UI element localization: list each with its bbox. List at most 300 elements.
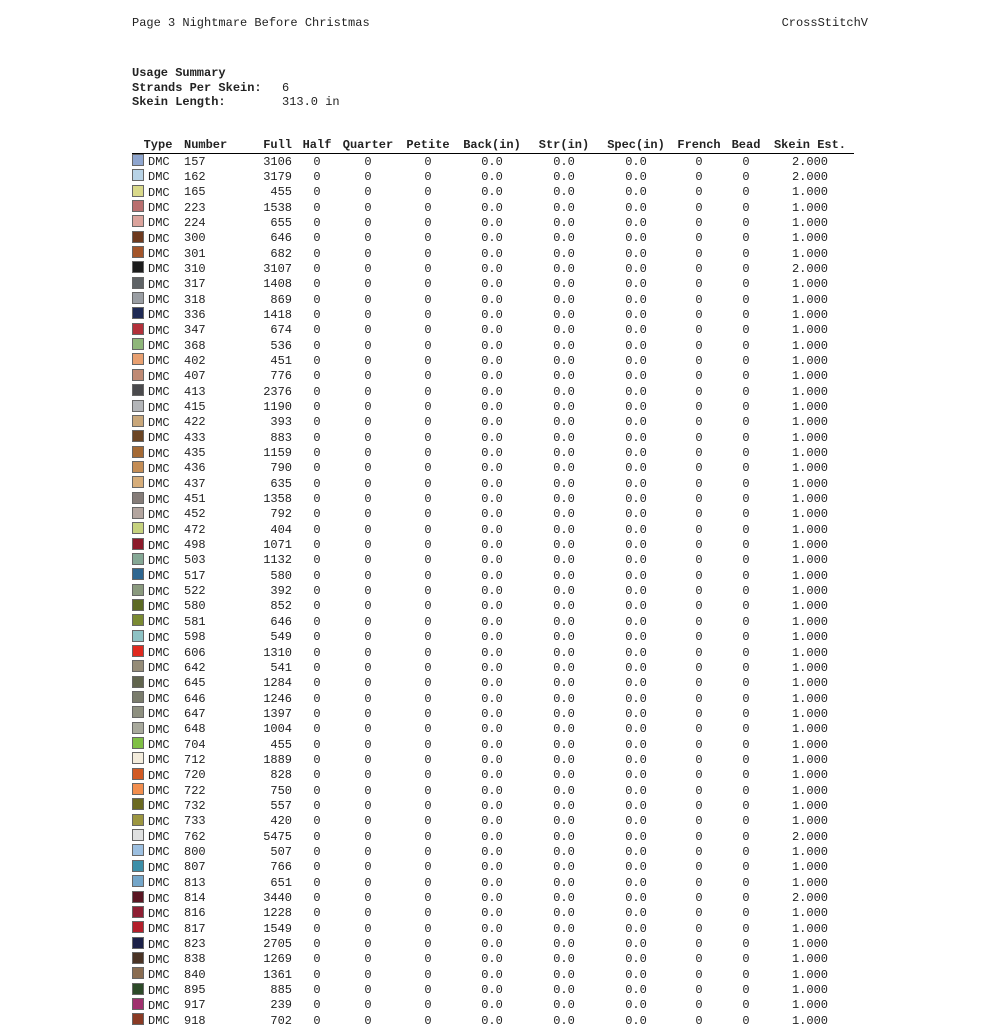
row-skein-est bbox=[766, 384, 854, 399]
row-skein-est bbox=[766, 369, 854, 384]
row-back-value: 0.0 bbox=[481, 676, 503, 691]
row-french-value: 0 bbox=[695, 891, 703, 905]
row-number bbox=[184, 937, 244, 952]
row-petite bbox=[400, 553, 456, 568]
row-full-value: 541 bbox=[270, 660, 292, 675]
row-half bbox=[298, 706, 336, 721]
row-type-value: DMC bbox=[148, 461, 170, 476]
row-bead bbox=[726, 584, 766, 599]
row-number bbox=[184, 814, 244, 829]
row-half-value: 0 bbox=[313, 446, 321, 461]
row-half-value: 0 bbox=[313, 215, 321, 230]
row-bead-value: 0 bbox=[742, 645, 750, 660]
col-str: Str(in) bbox=[528, 137, 600, 154]
row-petite-value: 0 bbox=[424, 630, 432, 645]
row-half bbox=[298, 676, 336, 691]
row-petite-value: 0 bbox=[424, 292, 432, 307]
row-half bbox=[298, 906, 336, 921]
row-str-value: 0.0 bbox=[553, 860, 575, 875]
row-skein-est-value: 1.000 bbox=[791, 400, 828, 414]
row-back-value: 0.0 bbox=[481, 660, 503, 675]
row-number bbox=[184, 676, 244, 691]
row-spec-value: 0.0 bbox=[625, 676, 647, 691]
row-quarter-value: 0 bbox=[364, 676, 372, 691]
row-spec-value: 0.0 bbox=[625, 967, 647, 982]
row-full-value: 828 bbox=[270, 768, 292, 783]
row-type-value: DMC bbox=[148, 845, 170, 860]
row-str bbox=[528, 814, 600, 829]
row-full bbox=[244, 415, 298, 430]
row-french-value: 0 bbox=[695, 645, 703, 660]
row-petite-value: 0 bbox=[424, 952, 432, 967]
row-petite bbox=[400, 430, 456, 445]
row-str-value: 0.0 bbox=[553, 353, 575, 368]
row-skein-est-value: 1.000 bbox=[791, 492, 828, 507]
row-back-value: 0.0 bbox=[481, 998, 503, 1013]
row-bead bbox=[726, 660, 766, 675]
row-french bbox=[672, 1013, 726, 1028]
row-number-value: 503 bbox=[184, 553, 206, 568]
row-number-value: 402 bbox=[184, 353, 206, 368]
row-back bbox=[456, 906, 528, 921]
row-skein-est-value: 1.000 bbox=[791, 676, 828, 691]
row-str bbox=[528, 952, 600, 967]
row-half-value: 0 bbox=[313, 231, 321, 246]
row-type-value: DMC bbox=[148, 738, 170, 753]
row-petite bbox=[400, 584, 456, 599]
row-bead-value: 0 bbox=[742, 384, 750, 399]
row-type bbox=[132, 522, 184, 537]
row-full bbox=[244, 737, 298, 752]
row-str-value: 0.0 bbox=[553, 599, 575, 614]
row-full-value: 883 bbox=[270, 430, 292, 445]
row-bead bbox=[726, 798, 766, 813]
row-spec-value: 0.0 bbox=[625, 246, 647, 261]
row-skein-est-value: 1.000 bbox=[791, 630, 828, 645]
row-bead-value: 0 bbox=[742, 983, 750, 998]
row-str-value: 0.0 bbox=[553, 921, 575, 936]
row-str-value: 0.0 bbox=[553, 691, 575, 706]
row-spec bbox=[600, 338, 672, 353]
row-number bbox=[184, 277, 244, 292]
row-back-value: 0.0 bbox=[481, 952, 503, 967]
color-swatch bbox=[132, 338, 144, 350]
color-swatch bbox=[132, 369, 144, 381]
row-type-value: DMC bbox=[148, 968, 170, 983]
row-back-value: 0.0 bbox=[481, 906, 503, 921]
row-str bbox=[528, 599, 600, 614]
row-number bbox=[184, 798, 244, 813]
row-number-value: 452 bbox=[184, 507, 206, 522]
row-skein-est bbox=[766, 906, 854, 921]
row-back bbox=[456, 630, 528, 645]
row-french-value: 0 bbox=[695, 415, 703, 430]
row-back-value: 0.0 bbox=[481, 538, 503, 553]
row-half bbox=[298, 277, 336, 292]
row-back-value: 0.0 bbox=[481, 921, 503, 936]
row-full-value: 776 bbox=[270, 369, 292, 384]
row-number bbox=[184, 461, 244, 476]
row-str bbox=[528, 860, 600, 875]
row-skein-est-value: 1.000 bbox=[791, 522, 828, 537]
row-back bbox=[456, 261, 528, 276]
row-str-value: 0.0 bbox=[553, 415, 575, 430]
row-str bbox=[528, 553, 600, 568]
row-skein-est bbox=[766, 645, 854, 660]
row-back-value: 0.0 bbox=[481, 446, 503, 461]
row-str bbox=[528, 798, 600, 813]
row-half bbox=[298, 292, 336, 307]
row-petite bbox=[400, 169, 456, 184]
row-spec-value: 0.0 bbox=[625, 660, 647, 675]
row-back bbox=[456, 875, 528, 890]
row-quarter-value: 0 bbox=[364, 921, 372, 936]
row-petite-value: 0 bbox=[424, 154, 432, 169]
row-type-value: DMC bbox=[148, 201, 170, 216]
row-quarter-value: 0 bbox=[364, 584, 372, 599]
row-back-value: 0.0 bbox=[481, 630, 503, 645]
row-back bbox=[456, 645, 528, 660]
row-half bbox=[298, 522, 336, 537]
row-type bbox=[132, 614, 184, 629]
row-spec bbox=[600, 783, 672, 798]
color-swatch bbox=[132, 614, 144, 626]
row-back bbox=[456, 169, 528, 184]
row-skein-est bbox=[766, 967, 854, 982]
row-number bbox=[184, 691, 244, 706]
color-swatch bbox=[132, 492, 144, 504]
row-type-value: DMC bbox=[148, 538, 170, 553]
row-bead bbox=[726, 891, 766, 906]
row-half bbox=[298, 1013, 336, 1028]
row-french-value: 0 bbox=[695, 568, 703, 583]
row-petite bbox=[400, 154, 456, 170]
row-skein-est-value: 2.000 bbox=[791, 154, 828, 169]
row-full bbox=[244, 998, 298, 1013]
row-number-value: 895 bbox=[184, 983, 206, 998]
row-petite bbox=[400, 307, 456, 322]
color-swatch bbox=[132, 277, 144, 289]
row-french-value: 0 bbox=[695, 261, 703, 276]
row-quarter-value: 0 bbox=[364, 384, 372, 399]
row-spec bbox=[600, 584, 672, 599]
row-petite bbox=[400, 231, 456, 246]
table-row bbox=[132, 568, 854, 583]
row-bead-value: 0 bbox=[742, 338, 750, 353]
row-french bbox=[672, 614, 726, 629]
row-quarter bbox=[336, 538, 400, 553]
row-number-value: 437 bbox=[184, 476, 206, 491]
row-quarter bbox=[336, 844, 400, 859]
row-back-value: 0.0 bbox=[481, 584, 503, 599]
row-petite-value: 0 bbox=[424, 169, 432, 184]
row-half bbox=[298, 614, 336, 629]
row-number-value: 498 bbox=[184, 538, 206, 553]
row-bead-value: 0 bbox=[742, 400, 750, 414]
row-skein-est-value: 1.000 bbox=[791, 476, 828, 491]
row-spec-value: 0.0 bbox=[625, 921, 647, 936]
row-half bbox=[298, 829, 336, 844]
row-full bbox=[244, 752, 298, 767]
row-str-value: 0.0 bbox=[553, 768, 575, 783]
row-skein-est-value: 1.000 bbox=[791, 246, 828, 261]
row-petite-value: 0 bbox=[424, 492, 432, 507]
row-french-value: 0 bbox=[695, 476, 703, 491]
row-back-value: 0.0 bbox=[481, 691, 503, 706]
row-quarter bbox=[336, 476, 400, 491]
row-spec bbox=[600, 691, 672, 706]
row-petite-value: 0 bbox=[424, 323, 432, 338]
row-type-value: DMC bbox=[148, 707, 170, 722]
row-bead-value: 0 bbox=[742, 307, 750, 322]
row-full-value: 3107 bbox=[263, 261, 292, 276]
row-type-value: DMC bbox=[148, 400, 170, 415]
row-quarter-value: 0 bbox=[364, 998, 372, 1013]
row-full bbox=[244, 338, 298, 353]
row-half-value: 0 bbox=[313, 568, 321, 583]
row-full bbox=[244, 277, 298, 292]
row-french-value: 0 bbox=[695, 844, 703, 859]
row-number-value: 814 bbox=[184, 891, 206, 905]
row-french bbox=[672, 215, 726, 230]
row-str-value: 0.0 bbox=[553, 400, 575, 414]
row-full-value: 702 bbox=[270, 1013, 292, 1028]
row-number bbox=[184, 261, 244, 276]
row-skein-est bbox=[766, 584, 854, 599]
row-type bbox=[132, 353, 184, 368]
row-full bbox=[244, 706, 298, 721]
color-swatch bbox=[132, 476, 144, 488]
table-row bbox=[132, 446, 854, 461]
row-half-value: 0 bbox=[313, 660, 321, 675]
color-swatch bbox=[132, 660, 144, 672]
row-french-value: 0 bbox=[695, 323, 703, 338]
row-back bbox=[456, 446, 528, 461]
row-bead-value: 0 bbox=[742, 814, 750, 829]
row-petite bbox=[400, 860, 456, 875]
row-skein-est bbox=[766, 169, 854, 184]
row-str-value: 0.0 bbox=[553, 645, 575, 660]
row-number-value: 817 bbox=[184, 921, 206, 936]
row-full bbox=[244, 507, 298, 522]
row-french-value: 0 bbox=[695, 691, 703, 706]
row-french bbox=[672, 231, 726, 246]
row-number bbox=[184, 323, 244, 338]
row-number-value: 816 bbox=[184, 906, 206, 921]
row-str-value: 0.0 bbox=[553, 660, 575, 675]
row-str bbox=[528, 1013, 600, 1028]
row-type-value: DMC bbox=[148, 753, 170, 768]
row-french bbox=[672, 446, 726, 461]
row-petite bbox=[400, 599, 456, 614]
row-full bbox=[244, 446, 298, 461]
row-bead bbox=[726, 185, 766, 200]
row-skein-est bbox=[766, 553, 854, 568]
row-quarter-value: 0 bbox=[364, 430, 372, 445]
row-skein-est-value: 2.000 bbox=[791, 261, 828, 276]
row-str-value: 0.0 bbox=[553, 185, 575, 200]
row-petite-value: 0 bbox=[424, 369, 432, 384]
row-type-value: DMC bbox=[148, 477, 170, 492]
row-spec bbox=[600, 277, 672, 292]
row-back-value: 0.0 bbox=[481, 783, 503, 798]
row-spec-value: 0.0 bbox=[625, 353, 647, 368]
row-full bbox=[244, 215, 298, 230]
row-type bbox=[132, 967, 184, 982]
row-french-value: 0 bbox=[695, 937, 703, 952]
row-number bbox=[184, 200, 244, 215]
row-bead-value: 0 bbox=[742, 737, 750, 752]
row-bead-value: 0 bbox=[742, 614, 750, 629]
row-str bbox=[528, 323, 600, 338]
color-swatch bbox=[132, 783, 144, 795]
page-header-title: Page 3 Nightmare Before Christmas bbox=[132, 16, 370, 30]
row-half-value: 0 bbox=[313, 185, 321, 200]
row-back-value: 0.0 bbox=[481, 891, 503, 905]
row-spec bbox=[600, 492, 672, 507]
row-half bbox=[298, 154, 336, 170]
table-row bbox=[132, 307, 854, 322]
row-petite bbox=[400, 752, 456, 767]
row-type bbox=[132, 169, 184, 184]
row-skein-est-value: 1.000 bbox=[791, 860, 828, 875]
row-petite-value: 0 bbox=[424, 307, 432, 322]
row-back-value: 0.0 bbox=[481, 568, 503, 583]
table-row bbox=[132, 384, 854, 399]
row-spec-value: 0.0 bbox=[625, 752, 647, 767]
row-french bbox=[672, 154, 726, 170]
row-spec-value: 0.0 bbox=[625, 829, 647, 844]
row-number-value: 162 bbox=[184, 169, 206, 184]
row-petite-value: 0 bbox=[424, 522, 432, 537]
row-quarter bbox=[336, 568, 400, 583]
row-half-value: 0 bbox=[313, 307, 321, 322]
row-str-value: 0.0 bbox=[553, 875, 575, 890]
row-back-value: 0.0 bbox=[481, 430, 503, 445]
row-type-value: DMC bbox=[148, 231, 170, 246]
row-back-value: 0.0 bbox=[481, 814, 503, 829]
row-half-value: 0 bbox=[313, 691, 321, 706]
row-spec-value: 0.0 bbox=[625, 937, 647, 952]
row-quarter bbox=[336, 906, 400, 921]
row-half bbox=[298, 814, 336, 829]
row-bead bbox=[726, 906, 766, 921]
row-bead bbox=[726, 967, 766, 982]
row-petite-value: 0 bbox=[424, 277, 432, 292]
table-row bbox=[132, 415, 854, 430]
row-spec bbox=[600, 752, 672, 767]
row-skein-est bbox=[766, 691, 854, 706]
row-quarter-value: 0 bbox=[364, 691, 372, 706]
row-french bbox=[672, 768, 726, 783]
row-number-value: 301 bbox=[184, 246, 206, 261]
row-number bbox=[184, 353, 244, 368]
row-quarter bbox=[336, 169, 400, 184]
row-skein-est bbox=[766, 783, 854, 798]
row-number bbox=[184, 292, 244, 307]
row-full bbox=[244, 906, 298, 921]
table-row bbox=[132, 798, 854, 813]
table-row bbox=[132, 492, 854, 507]
row-bead bbox=[726, 169, 766, 184]
color-swatch bbox=[132, 522, 144, 534]
row-spec-value: 0.0 bbox=[625, 476, 647, 491]
row-skein-est-value: 1.000 bbox=[791, 430, 828, 445]
row-full-value: 451 bbox=[270, 353, 292, 368]
row-number-value: 580 bbox=[184, 599, 206, 614]
row-back-value: 0.0 bbox=[481, 937, 503, 952]
row-quarter-value: 0 bbox=[364, 277, 372, 292]
row-spec bbox=[600, 1013, 672, 1028]
row-number bbox=[184, 338, 244, 353]
row-spec bbox=[600, 967, 672, 982]
row-spec-value: 0.0 bbox=[625, 814, 647, 829]
row-skein-est-value: 1.000 bbox=[791, 660, 828, 675]
row-full-value: 1228 bbox=[263, 906, 292, 921]
row-type-value: DMC bbox=[148, 998, 170, 1013]
row-type bbox=[132, 676, 184, 691]
row-back bbox=[456, 983, 528, 998]
table-row bbox=[132, 660, 854, 675]
row-skein-est bbox=[766, 461, 854, 476]
row-quarter-value: 0 bbox=[364, 400, 372, 414]
row-quarter-value: 0 bbox=[364, 568, 372, 583]
row-spec bbox=[600, 553, 672, 568]
row-str-value: 0.0 bbox=[553, 369, 575, 384]
row-full-value: 1246 bbox=[263, 691, 292, 706]
row-full bbox=[244, 323, 298, 338]
row-number bbox=[184, 768, 244, 783]
row-number-value: 224 bbox=[184, 215, 206, 230]
row-half-value: 0 bbox=[313, 798, 321, 813]
row-back bbox=[456, 215, 528, 230]
row-half-value: 0 bbox=[313, 323, 321, 338]
row-back-value: 0.0 bbox=[481, 1013, 503, 1028]
row-full bbox=[244, 660, 298, 675]
row-str bbox=[528, 461, 600, 476]
row-number-value: 598 bbox=[184, 630, 206, 645]
row-type-value: DMC bbox=[148, 369, 170, 384]
row-type bbox=[132, 983, 184, 998]
row-quarter bbox=[336, 614, 400, 629]
row-str bbox=[528, 353, 600, 368]
row-half bbox=[298, 369, 336, 384]
row-type bbox=[132, 860, 184, 875]
row-spec-value: 0.0 bbox=[625, 553, 647, 568]
row-french bbox=[672, 676, 726, 691]
row-spec-value: 0.0 bbox=[625, 722, 647, 737]
row-half bbox=[298, 752, 336, 767]
row-type-value: DMC bbox=[148, 569, 170, 584]
row-full-value: 1397 bbox=[263, 706, 292, 721]
row-spec-value: 0.0 bbox=[625, 798, 647, 813]
row-skein-est bbox=[766, 446, 854, 461]
usage-summary-title: Usage Summary bbox=[132, 66, 226, 80]
table-row bbox=[132, 522, 854, 537]
row-petite bbox=[400, 415, 456, 430]
row-french-value: 0 bbox=[695, 967, 703, 982]
row-number bbox=[184, 737, 244, 752]
row-full bbox=[244, 384, 298, 399]
row-type-value: DMC bbox=[148, 952, 170, 967]
color-swatch bbox=[132, 921, 144, 933]
row-half bbox=[298, 798, 336, 813]
row-number-value: 648 bbox=[184, 722, 206, 737]
color-swatch bbox=[132, 768, 144, 780]
row-petite bbox=[400, 538, 456, 553]
row-full-value: 1889 bbox=[263, 752, 292, 767]
row-back bbox=[456, 154, 528, 170]
